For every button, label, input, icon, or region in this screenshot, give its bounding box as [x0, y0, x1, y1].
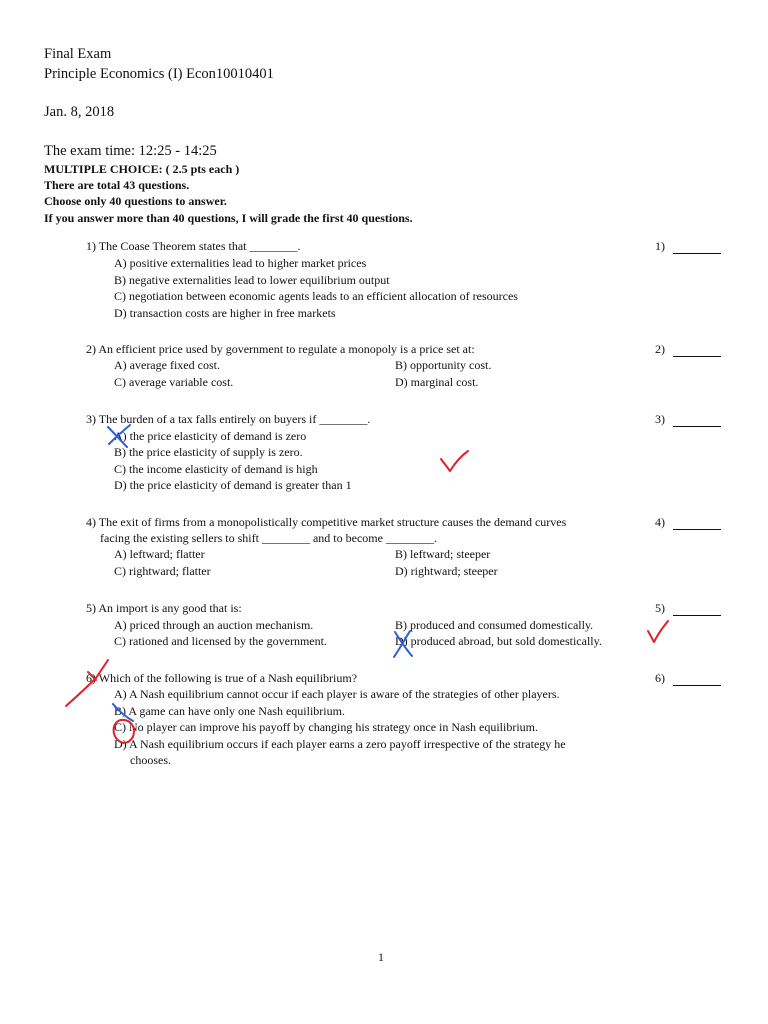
- answer-blank[interactable]: [673, 603, 721, 616]
- answer-option: D) A Nash equilibrium occurs if each player earns a zero payoff irrespective of the strategy he: [114, 737, 566, 751]
- q5-red-check-mark: [648, 621, 668, 642]
- answer-option: A) priced through an auction mechanism.: [114, 618, 314, 632]
- answer-option-continued: chooses.: [130, 753, 171, 767]
- exam-date: Jan. 8, 2018: [44, 104, 115, 120]
- instruction-line: MULTIPLE CHOICE: ( 2.5 pts each ): [44, 162, 240, 176]
- answer-option: A) the price elasticity of demand is zero: [114, 429, 307, 443]
- instruction-line: If you answer more than 40 questions, I will grade the first 40 questions.: [44, 211, 413, 225]
- answer-option: D) rightward; steeper: [395, 564, 498, 578]
- question-number: 5): [655, 601, 665, 615]
- question-stem-continued: facing the existing sellers to shift ________ and to become ________.: [100, 531, 437, 545]
- answer-option: A) positive externalities lead to higher market prices: [114, 256, 367, 270]
- answer-option: B) A game can have only one Nash equilibrium.: [114, 704, 345, 718]
- question-stem: 4) The exit of firms from a monopolistically competitive market structure causes the demand curves: [86, 515, 567, 529]
- question-number: 6): [655, 671, 665, 685]
- answer-option: B) opportunity cost.: [395, 358, 492, 372]
- question-stem: 5) An import is any good that is:: [86, 601, 242, 615]
- question-stem: 6) Which of the following is true of a Nash equilibrium?: [86, 671, 358, 685]
- answer-option: D) marginal cost.: [395, 375, 479, 389]
- answer-option: C) the income elasticity of demand is high: [114, 462, 318, 476]
- answer-option: C) rationed and licensed by the government.: [114, 634, 327, 648]
- question-number: 4): [655, 515, 665, 529]
- answer-blank[interactable]: [673, 241, 721, 254]
- question-number: 1): [655, 239, 665, 253]
- q3-red-check-mark: [441, 451, 468, 471]
- answer-blank[interactable]: [673, 673, 721, 686]
- answer-option: D) the price elasticity of demand is greater than 1: [114, 478, 352, 492]
- answer-option: C) negotiation between economic agents leads to an efficient allocation of resources: [114, 289, 518, 303]
- answer-option: D) produced abroad, but sold domestically.: [395, 634, 602, 648]
- answer-option: B) negative externalities lead to lower equilibrium output: [114, 273, 390, 287]
- instruction-line: Choose only 40 questions to answer.: [44, 194, 227, 208]
- question-stem: 1) The Coase Theorem states that ________.: [86, 239, 301, 253]
- answer-blank[interactable]: [673, 517, 721, 530]
- answer-option: A) leftward; flatter: [114, 547, 205, 561]
- question-number: 2): [655, 342, 665, 356]
- course-name: Principle Economics (I) Econ10010401: [44, 66, 274, 82]
- answer-blank[interactable]: [673, 344, 721, 357]
- question-number: 3): [655, 412, 665, 426]
- answer-blank[interactable]: [673, 414, 721, 427]
- exam-time: The exam time: 12:25 - 14:25: [44, 143, 217, 159]
- instruction-line: There are total 43 questions.: [44, 178, 190, 192]
- page-number: 1: [378, 950, 384, 964]
- answer-option: C) average variable cost.: [114, 375, 234, 389]
- answer-option: D) transaction costs are higher in free markets: [114, 306, 336, 320]
- question-stem: 2) An efficient price used by government to regulate a monopoly is a price set at:: [86, 342, 475, 356]
- answer-option: A) average fixed cost.: [114, 358, 220, 372]
- question-stem: 3) The burden of a tax falls entirely on buyers if ________.: [86, 412, 371, 426]
- answer-option: C) No player can improve his payoff by changing his strategy once in Nash equilibrium.: [114, 720, 539, 734]
- answer-option: B) the price elasticity of supply is zero.: [114, 445, 303, 459]
- answer-option: A) A Nash equilibrium cannot occur if each player is aware of the strategies of other players.: [114, 687, 560, 701]
- answer-option: B) produced and consumed domestically.: [395, 618, 594, 632]
- answer-option: C) rightward; flatter: [114, 564, 211, 578]
- answer-option: B) leftward; steeper: [395, 547, 491, 561]
- exam-title: Final Exam: [44, 46, 112, 62]
